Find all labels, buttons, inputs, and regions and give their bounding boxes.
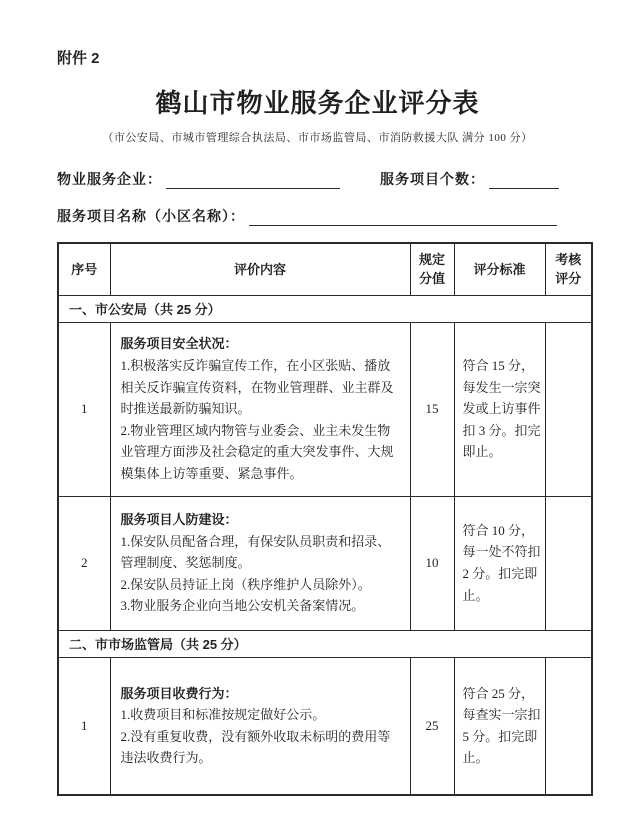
row-standard: 符合 10 分，每一处不符扣 2 分。扣完即止。	[454, 496, 545, 630]
row-score: 15	[410, 322, 454, 496]
content-item: 1.保安队员配备合理，有保安队员职责和招录、管理制度、奖惩制度。	[120, 533, 391, 571]
score-table	[57, 242, 593, 796]
header-standard: 评分标准	[454, 243, 545, 295]
page-subtitle: （市公安局、市城市管理综合执法局、市市场监管局、市消防救援大队 满分 100 分）	[102, 132, 533, 144]
section-title-police: 一、市公安局（共 25 分）	[58, 295, 592, 322]
header-score: 规定分值	[410, 243, 454, 295]
section-row-police	[58, 295, 592, 322]
attachment-label: 附件 2	[57, 50, 100, 67]
row-index: 1	[58, 657, 110, 795]
row-score: 25	[410, 657, 454, 795]
row-assessment-field[interactable]	[545, 322, 592, 496]
content-title: 服务项目收费行为：	[120, 685, 238, 701]
form-line-2	[57, 206, 590, 226]
row-content	[110, 496, 410, 630]
table-row	[58, 322, 592, 496]
table-header-row	[58, 243, 592, 295]
row-index: 1	[58, 322, 110, 496]
content-item: 2.物业管理区域内物管与业委会、业主未发生物业管理方面涉及社会稳定的重大突发事件、大规模集体上访等重要、紧急事件。	[120, 422, 394, 481]
form-line-1	[57, 169, 590, 189]
table-row	[58, 657, 592, 795]
company-field[interactable]	[166, 171, 340, 189]
project-name-field[interactable]	[249, 208, 557, 226]
page-title: 鹤山市物业服务企业评分表	[155, 88, 480, 118]
company-label: 物业服务企业：	[57, 173, 162, 188]
content-item: 2.保安队员持证上岗（秩序维护人员除外）。	[120, 576, 371, 592]
header-index: 序号	[58, 243, 110, 295]
project-name-label: 服务项目名称（小区名称）：	[57, 210, 245, 225]
content-title: 服务项目人防建设：	[120, 512, 238, 528]
content-item: 1.收费项目和标准按规定做好公示。	[120, 707, 326, 723]
row-index: 2	[58, 496, 110, 630]
row-score: 10	[410, 496, 454, 630]
row-assessment-field[interactable]	[545, 657, 592, 795]
header-content: 评价内容	[110, 243, 410, 295]
project-count-label: 服务项目个数：	[380, 173, 485, 188]
row-content	[110, 322, 410, 496]
row-content	[110, 657, 410, 795]
content-title: 服务项目安全状况：	[120, 336, 238, 352]
header-assessment: 考核评分	[545, 243, 592, 295]
row-standard: 符合 25 分，每查实一宗扣 5 分。扣完即止。	[454, 657, 545, 795]
row-standard: 符合 15 分，每发生一宗突发或上访事件扣 3 分。扣完即止。	[454, 322, 545, 496]
row-assessment-field[interactable]	[545, 496, 592, 630]
section-title-market: 二、市市场监管局（共 25 分）	[58, 630, 592, 657]
project-count-field[interactable]	[489, 171, 559, 189]
table-row	[58, 496, 592, 630]
content-item: 2.没有重复收费，没有额外收取未标明的费用等违法收费行为。	[120, 728, 391, 766]
content-item: 1.积极落实反诈骗宣传工作，在小区张贴、播放相关反诈骗宣传资料，在物业管理群、业主群及时推送最新防骗知识。	[120, 358, 394, 417]
section-row-market	[58, 630, 592, 657]
content-item: 3.物业服务企业向当地公安机关备案情况。	[120, 598, 365, 614]
